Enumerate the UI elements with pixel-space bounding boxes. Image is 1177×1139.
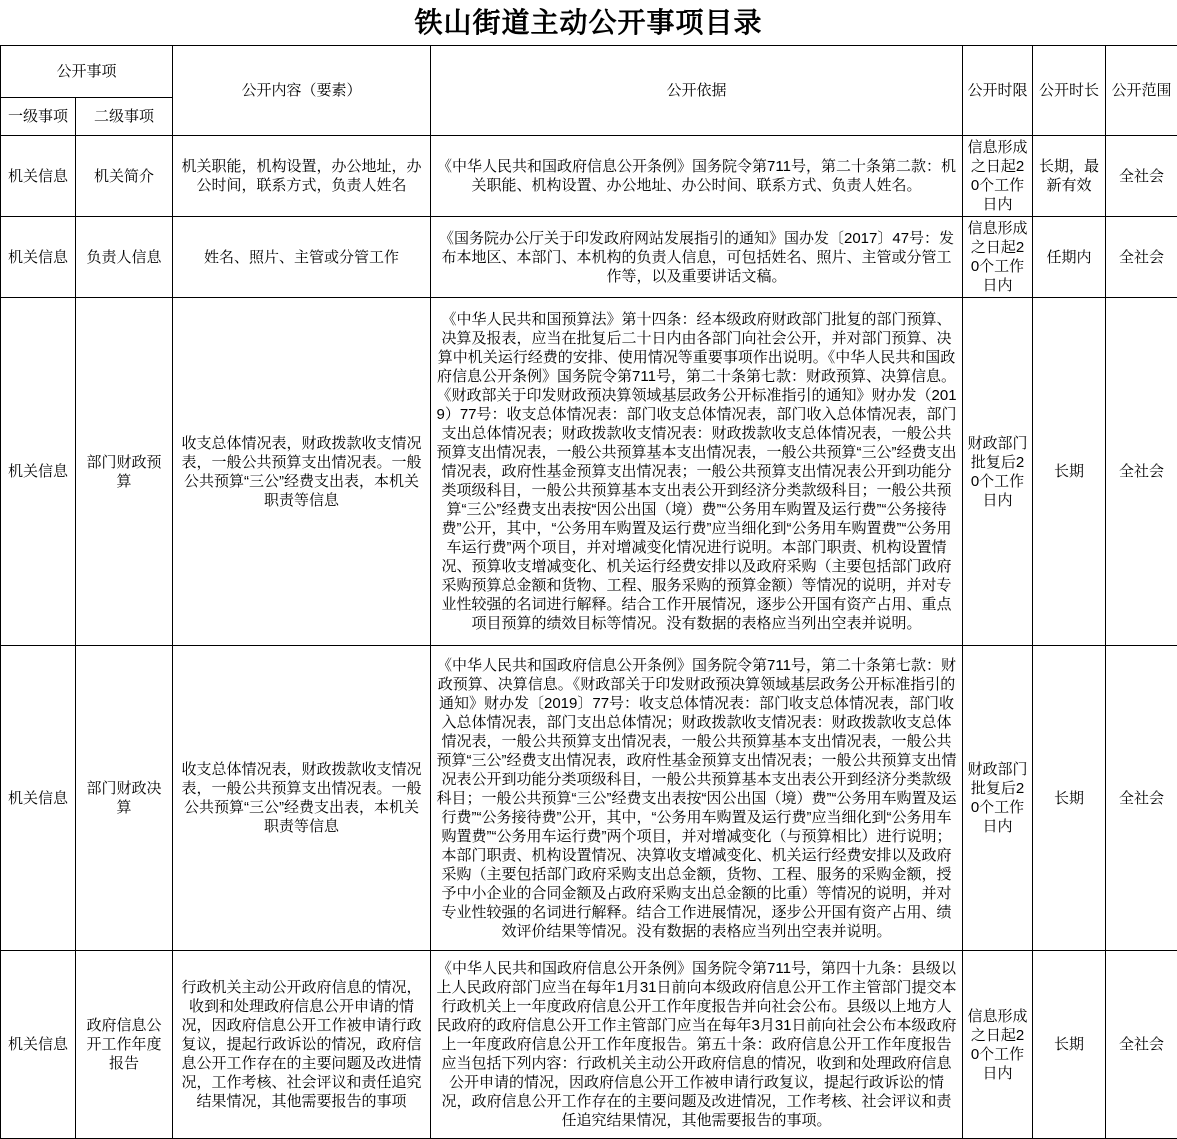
disclosure-catalog-table xyxy=(0,45,1177,1139)
cell-level1: 机关信息 xyxy=(1,217,76,298)
cell-duration: 长期 xyxy=(1033,298,1106,646)
cell-scope: 全社会 xyxy=(1106,646,1177,951)
cell-basis: 《中华人民共和国预算法》第十四条：经本级政府财政部门批复的部门预算、决算及报表，应当在批复后二十日内由各部门向社会公开，并对部门预算、决算中机关运行经费的安排、使用情况等重要事项作出说明。《中华人民共和国政府信息公开条例》国务院令第711号，第二十条第七款：财政预算、决算信息。《财政部关于印发财政预决算领域基层政务公开标准指引的通知》财办发（2019）77号：收支总体情况表：部门收支总体情况表，部门收入总体情况表，部门支出总体情况表；财政拨款收支情况表：财政拨款收支总体情况表，一般公共预算支出情况表，一般公共预算基本支出情况表，一般公共预算“三公”经费支出情况表，政府性基金预算支出情况表；一般公共预算支出情况表公开到功能分类项级科目，一般公共预算基本支出表公开到经济分类款级科目；一般公共预算“三公”经费支出表按“因公出国（境）费”“公务用车购置及运行费”“公务接待费”公开，其中，“公务用车购置及运行费”应当细化到“公务用车购置费”“公务用车运行费”两个项目，并对增减变化情况进行说明。本部门职责、机构设置情况、预算收支增减变化、机关运行经费安排以及政府采购（主要包括部门政府采购预算总金额和货物、工程、服务采购的预算金额）等情况的说明，并对专业性较强的名词进行解释。结合工作开展情况，逐步公开国有资产占用、重点项目预算的绩效目标等情况。没有数据的表格应当列出空表并说明。 xyxy=(431,298,963,646)
cell-basis: 《中华人民共和国政府信息公开条例》国务院令第711号，第二十条第七款：财政预算、决算信息。《财政部关于印发财政预决算领域基层政务公开标准指引的通知》财办发〔2019〕77号：收支总体情况表：部门收支总体情况表，部门收入总体情况表，部门支出总体情况；财政拨款收支情况表：财政拨款收支总体情况表，一般公共预算支出情况表，一般公共预算基本支出情况表，一般公共预算“三公”经费支出情况表，政府性基金预算支出情况表；一般公共预算支出情况表公开到功能分类项级科目，一般公共预算基本支出表公开到经济分类款级科目；一般公共预算“三公”经费支出表按“因公出国（境）费”“公务用车购置及运行费”“公务接待费”公开，其中，“公务用车购置及运行费”应当细化到“公务用车购置费”“公务用车运行费”两个项目，并对增减变化（与预算相比）进行说明；本部门职责、机构设置情况、决算收支增减变化、机关运行经费安排以及政府采购（主要包括部门政府采购支出总金额，货物、工程、服务的采购金额，授予中小企业的合同金额及占政府采购支出总金额的比重）等情况的说明，并对专业性较强的名词进行解释。结合工作进展情况，逐步公开国有资产占用、绩效评价结果等情况。没有数据的表格应当列出空表并说明。 xyxy=(431,646,963,951)
table-row xyxy=(1,217,1177,298)
cell-scope: 全社会 xyxy=(1106,951,1177,1139)
cell-content: 行政机关主动公开政府信息的情况，收到和处理政府信息公开申请的情况，因政府信息公开工作被申请行政复议，提起行政诉讼的情况，政府信息公开工作存在的主要问题及改进情况，工作考核、社会评议和责任追究结果情况，其他需要报告的事项 xyxy=(173,951,431,1139)
header-row-top xyxy=(1,46,1177,98)
cell-level2: 政府信息公开工作年度报告 xyxy=(76,951,173,1139)
cell-content: 姓名、照片、主管或分管工作 xyxy=(173,217,431,298)
cell-content: 机关职能，机构设置，办公地址，办公时间，联系方式，负责人姓名 xyxy=(173,136,431,217)
cell-time-limit: 财政部门批复后20个工作日内 xyxy=(963,646,1033,951)
table-row xyxy=(1,646,1177,951)
cell-basis: 《国务院办公厅关于印发政府网站发展指引的通知》国办发〔2017〕47号：发布本地区、本部门、本机构的负责人信息，可包括姓名、照片、主管或分管工作等，以及重要讲话文稿。 xyxy=(431,217,963,298)
cell-basis: 《中华人民共和国政府信息公开条例》国务院令第711号，第二十条第二款：机关职能、机构设置、办公地址、办公时间、联系方式、负责人姓名。 xyxy=(431,136,963,217)
cell-time-limit: 信息形成之日起20个工作日内 xyxy=(963,217,1033,298)
header-level2: 二级事项 xyxy=(76,98,173,136)
cell-scope: 全社会 xyxy=(1106,217,1177,298)
cell-level1: 机关信息 xyxy=(1,136,76,217)
cell-duration: 长期，最新有效 xyxy=(1033,136,1106,217)
cell-level1: 机关信息 xyxy=(1,646,76,951)
cell-duration: 任期内 xyxy=(1033,217,1106,298)
table-row xyxy=(1,136,1177,217)
cell-level1: 机关信息 xyxy=(1,298,76,646)
cell-level2: 机关简介 xyxy=(76,136,173,217)
cell-duration: 长期 xyxy=(1033,951,1106,1139)
cell-scope: 全社会 xyxy=(1106,298,1177,646)
cell-content: 收支总体情况表，财政拨款收支情况表，一般公共预算支出情况表。一般公共预算“三公”经费支出表，本机关职责等信息 xyxy=(173,298,431,646)
cell-scope: 全社会 xyxy=(1106,136,1177,217)
cell-duration: 长期 xyxy=(1033,646,1106,951)
header-group-items: 公开事项 xyxy=(1,46,173,98)
header-basis: 公开依据 xyxy=(431,46,963,136)
header-content: 公开内容（要素） xyxy=(173,46,431,136)
header-level1: 一级事项 xyxy=(1,98,76,136)
header-scope: 公开范围 xyxy=(1106,46,1177,136)
cell-basis: 《中华人民共和国政府信息公开条例》国务院令第711号，第四十九条：县级以上人民政府部门应当在每年1月31日前向本级政府信息公开工作主管部门提交本行政机关上一年度政府信息公开工作年度报告并向社会公布。县级以上地方人民政府的政府信息公开工作主管部门应当在每年3月31日前向社会公布本级政府上一年度政府信息公开工作年度报告。第五十条：政府信息公开工作年度报告应当包括下列内容：行政机关主动公开政府信息的情况，收到和处理政府信息公开申请的情况，因政府信息公开工作被申请行政复议，提起行政诉讼的情况，政府信息公开工作存在的主要问题及改进情况，工作考核、社会评议和责任追究结果情况，其他需要报告的事项。 xyxy=(431,951,963,1139)
cell-time-limit: 信息形成之日起20个工作日内 xyxy=(963,136,1033,217)
table-row xyxy=(1,298,1177,646)
cell-level2: 负责人信息 xyxy=(76,217,173,298)
cell-level1: 机关信息 xyxy=(1,951,76,1139)
table-row xyxy=(1,951,1177,1139)
cell-content: 收支总体情况表，财政拨款收支情况表，一般公共预算支出情况表。一般公共预算“三公”经费支出表，本机关职责等信息 xyxy=(173,646,431,951)
header-time-limit: 公开时限 xyxy=(963,46,1033,136)
cell-level2: 部门财政预算 xyxy=(76,298,173,646)
cell-time-limit: 信息形成之日起20个工作日内 xyxy=(963,951,1033,1139)
page-title: 铁山街道主动公开事项目录 xyxy=(0,0,1177,45)
cell-time-limit: 财政部门批复后20个工作日内 xyxy=(963,298,1033,646)
header-duration: 公开时长 xyxy=(1033,46,1106,136)
cell-level2: 部门财政决算 xyxy=(76,646,173,951)
